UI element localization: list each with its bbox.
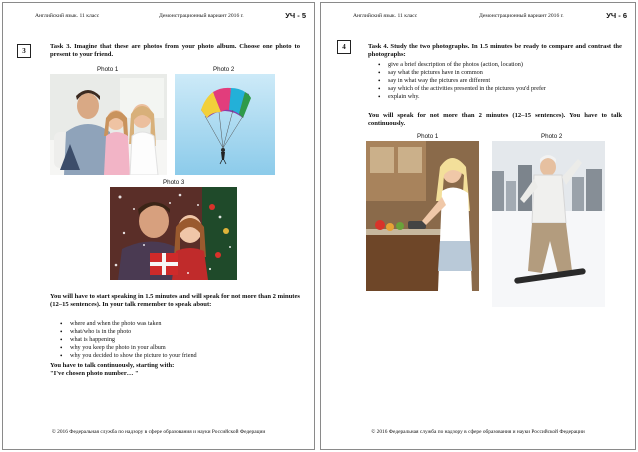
list-item: • say what the pictures have in common — [378, 69, 618, 77]
cooking-illustration — [366, 141, 479, 291]
photo-2-snowboarding-image — [492, 141, 605, 307]
list-item: • give a brief description of the photos (action, location) — [378, 61, 618, 69]
left-bullet-list — [60, 320, 290, 360]
page-footer: © 2016 Федеральная служба по надзору в сфере образования и науки Российской Федерации — [51, 429, 266, 435]
left-instruction: You will have to start speaking in 1.5 minutes and will speak for not more than 2 minutes (12–15 sentences). In your talk remember to speak about: — [50, 293, 300, 309]
photo-1-label: Photo 1 — [97, 66, 119, 73]
photo-3-couple-gift-image — [110, 187, 237, 280]
header-subject: Английский язык. 11 класс — [353, 13, 418, 19]
page-footer: © 2016 Федеральная служба по надзору в сфере образования и науки Российской Федерации — [371, 429, 585, 435]
page-header — [329, 11, 627, 25]
list-item: • where and when the photo was taken — [60, 320, 290, 328]
list-item: • say which of the activities presented in the pictures you'd prefer — [378, 85, 618, 93]
snowboard-illustration — [492, 141, 605, 307]
list-item: • say in what way the pictures are different — [378, 77, 618, 85]
list-item: • what is happening — [60, 336, 290, 344]
page-header — [11, 11, 306, 25]
header-subject: Английский язык. 11 класс — [35, 13, 100, 19]
right-instruction: You will speak for not more than 2 minutes (12–15 sentences). You have to talk continuously. — [368, 112, 622, 128]
header-page-number: УЧ - 6 — [606, 11, 627, 20]
task-text: Task 4. Study the two photographs. In 1.5 minutes be ready to compare and contrast the photographs: — [368, 43, 622, 59]
photo-1-cooking-image — [366, 141, 479, 291]
list-item: • why you decided to show the picture to your friend — [60, 352, 290, 360]
photo-1-family-image — [50, 74, 167, 175]
photo-2-label: Photo 2 — [541, 133, 563, 140]
left-closing: You have to talk continuously, starting with: — [50, 362, 175, 369]
header-page-number: УЧ - 5 — [285, 11, 306, 20]
right-page — [320, 2, 636, 450]
photo-3-label: Photo 3 — [163, 179, 185, 186]
list-item: • what/who is in the photo — [60, 328, 290, 336]
parasail-illustration — [175, 74, 275, 175]
photo-1-label: Photo 1 — [417, 133, 439, 140]
list-item: • explain why. — [378, 93, 618, 101]
couple-gift-illustration — [110, 187, 237, 280]
left-page — [2, 2, 315, 450]
photo-2-parasailing-image — [175, 74, 275, 175]
task-number-box: 3 — [17, 44, 31, 58]
task-number-box: 4 — [337, 40, 351, 54]
family-illustration — [50, 74, 167, 175]
photo-2-label: Photo 2 — [213, 66, 235, 73]
list-item: • why you keep the photo in your album — [60, 344, 290, 352]
right-bullet-list — [378, 61, 618, 101]
task-text: Task 3. Imagine that these are photos from your photo album. Choose one photo to present to your friend. — [50, 43, 300, 59]
header-variant: Демонстрационный вариант 2016 г. — [479, 13, 564, 19]
left-closing-quote: "I've chosen photo number… " — [50, 370, 139, 377]
header-variant: Демонстрационный вариант 2016 г. — [159, 13, 244, 19]
